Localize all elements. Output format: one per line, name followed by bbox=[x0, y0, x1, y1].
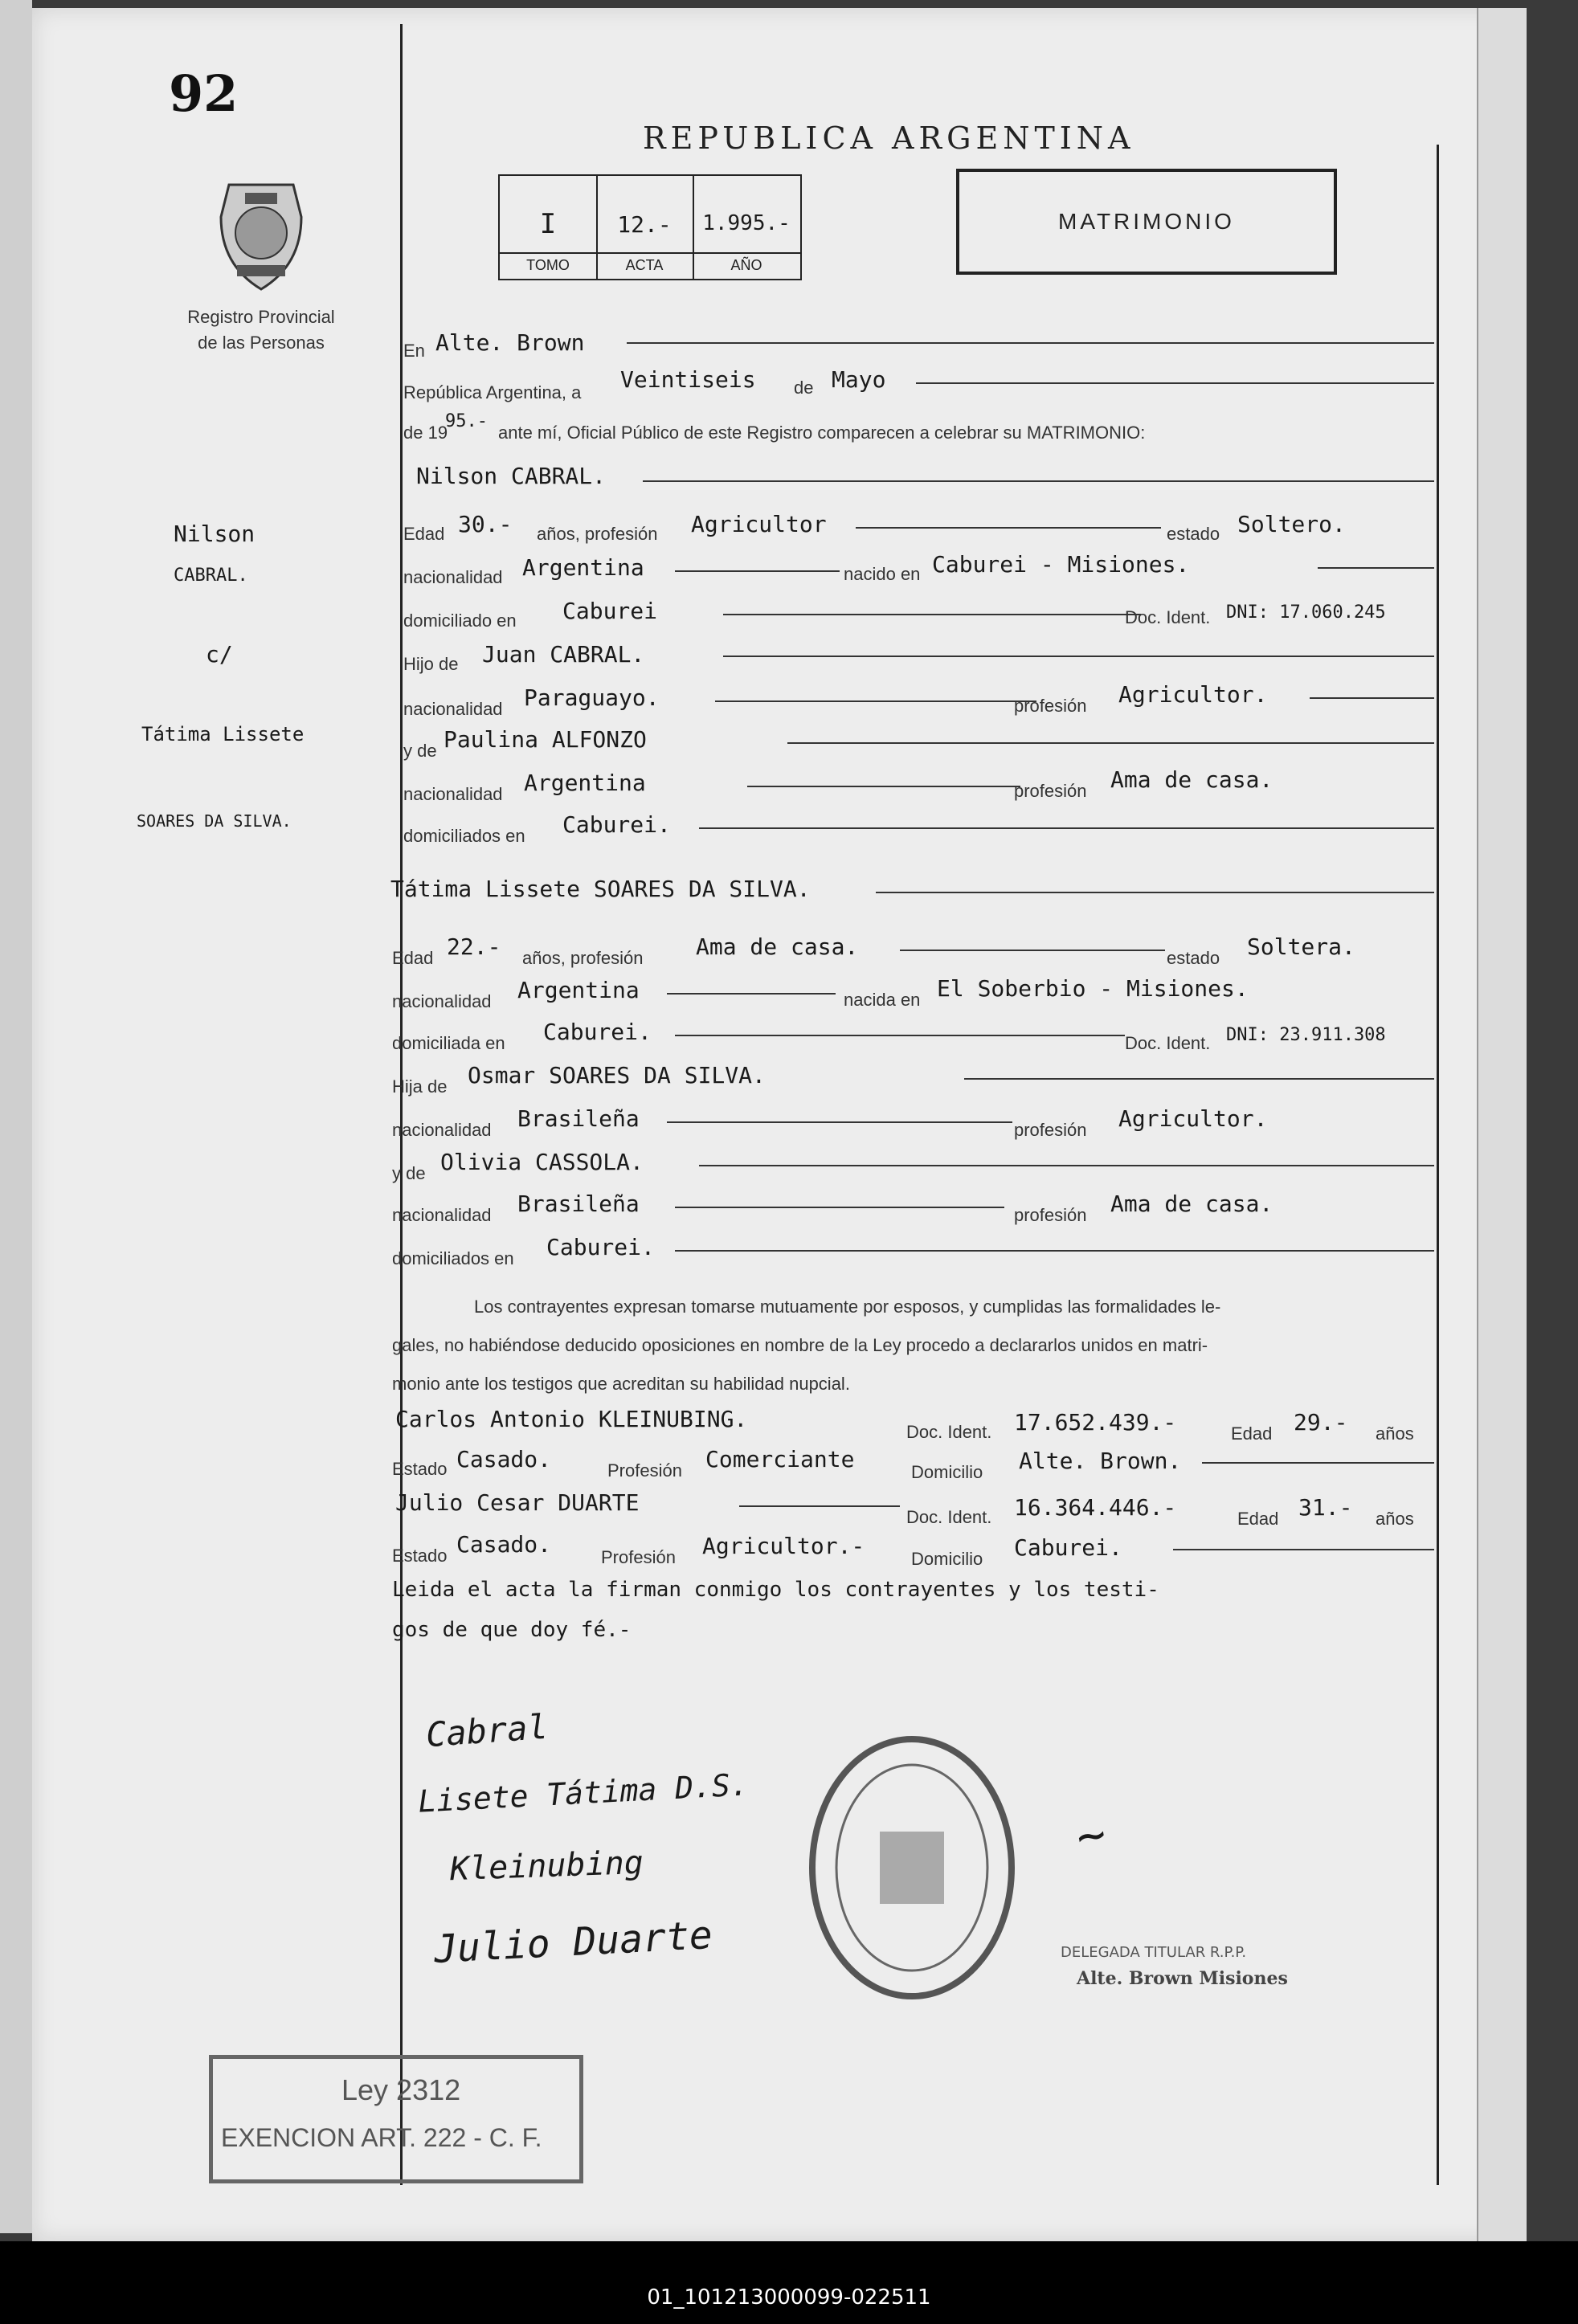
rule bbox=[739, 1505, 900, 1507]
rule bbox=[964, 1078, 1434, 1080]
rule bbox=[723, 614, 1141, 615]
groom-mother-nationality: Argentina bbox=[524, 770, 646, 796]
rule bbox=[876, 892, 1434, 893]
groom-father-nationality: Paraguayo. bbox=[524, 684, 660, 711]
official-stamp-line-1: DELEGADA TITULAR R.P.P. bbox=[1061, 1944, 1247, 1961]
label: domiciliado en bbox=[403, 611, 517, 631]
label: Edad bbox=[403, 524, 445, 544]
label: domiciliada en bbox=[392, 1033, 505, 1053]
margin-name2a: Tátima Lissete bbox=[141, 723, 305, 745]
de-label: de bbox=[794, 378, 814, 398]
registry-line-2: de las Personas bbox=[198, 333, 325, 353]
official-signature: ~ bbox=[1072, 1805, 1110, 1866]
ano-label: AÑO bbox=[730, 257, 762, 273]
registry-line-1: Registro Provincial bbox=[187, 307, 335, 327]
label: profesión bbox=[1014, 781, 1087, 801]
rule bbox=[675, 1250, 1434, 1252]
label: Edad bbox=[392, 948, 434, 968]
rule bbox=[715, 700, 1036, 702]
label: Edad bbox=[1231, 1423, 1273, 1444]
signature-3: Kleinubing bbox=[449, 1844, 644, 1889]
rule bbox=[723, 656, 1434, 657]
paragraph-line-3: monio ante los testigos que acreditan su habilidad nupcial. bbox=[392, 1374, 850, 1394]
label: Profesión bbox=[601, 1547, 676, 1567]
groom-nationality: Argentina bbox=[522, 554, 644, 581]
label: y de bbox=[392, 1163, 426, 1183]
label: años, profesión bbox=[537, 524, 658, 544]
year-prefix: de 19 bbox=[403, 423, 448, 443]
rule bbox=[675, 570, 840, 572]
witness1-status: Casado. bbox=[456, 1446, 552, 1472]
label: nacionalidad bbox=[403, 699, 503, 719]
closing-line-1: Leida el acta la firman conmigo los contrayentes y los testi- bbox=[392, 1578, 1159, 1602]
intro-day: Veintiseis bbox=[620, 366, 756, 393]
rule bbox=[699, 827, 1434, 829]
year-suffix: 95.- bbox=[445, 411, 488, 431]
signature-1: Cabral bbox=[424, 1706, 550, 1755]
ano-value: 1.995.- bbox=[702, 211, 791, 235]
rule bbox=[667, 993, 836, 995]
rep-label: República Argentina, a bbox=[403, 382, 582, 402]
witness2-status: Casado. bbox=[456, 1531, 552, 1558]
label: Doc. Ident. bbox=[906, 1422, 992, 1442]
rule bbox=[675, 1207, 1004, 1208]
witness2-residence: Caburei. bbox=[1014, 1534, 1122, 1561]
bride-mother-profession: Ama de casa. bbox=[1110, 1191, 1273, 1217]
label: Doc. Ident. bbox=[1125, 1033, 1211, 1053]
rule bbox=[699, 1165, 1434, 1166]
bride-profession: Ama de casa. bbox=[696, 933, 859, 960]
acta-label: ACTA bbox=[625, 257, 664, 273]
intro-month: Mayo bbox=[832, 366, 886, 393]
margin-divider bbox=[400, 24, 403, 2185]
bride-mother: Olivia CASSOLA. bbox=[440, 1149, 644, 1175]
groom-father: Juan CABRAL. bbox=[482, 641, 645, 668]
label: años bbox=[1376, 1423, 1414, 1444]
exemption-law: Ley 2312 bbox=[341, 2073, 461, 2106]
bride-mother-nationality: Brasileña bbox=[517, 1191, 640, 1217]
label: Estado bbox=[392, 1459, 448, 1479]
signature-4: Julio Duarte bbox=[432, 1912, 714, 1973]
rule bbox=[675, 1035, 1125, 1036]
groom-age: 30.- bbox=[458, 511, 513, 537]
margin-name2b: SOARES DA SILVA. bbox=[137, 811, 292, 831]
witness1-profession: Comerciante bbox=[705, 1446, 855, 1472]
rule bbox=[627, 342, 1434, 344]
margin-name1b: CABRAL. bbox=[174, 566, 248, 586]
groom-mother: Paulina ALFONZO bbox=[444, 726, 647, 753]
paragraph-line-2: gales, no habiéndose deducido oposiciones en nombre de la Ley procedo a declararlos unidos en matri- bbox=[392, 1335, 1208, 1355]
label: años, profesión bbox=[522, 948, 644, 968]
label: Edad bbox=[1237, 1509, 1279, 1529]
label: Estado bbox=[392, 1546, 448, 1566]
rule bbox=[787, 742, 1434, 744]
witness2-profession: Agricultor.- bbox=[702, 1533, 865, 1559]
intro-place: Alte. Brown bbox=[435, 329, 585, 356]
groom-name: Nilson CABRAL. bbox=[416, 463, 607, 489]
groom-birthplace: Caburei - Misiones. bbox=[932, 551, 1190, 578]
label: Domicilio bbox=[911, 1462, 983, 1482]
signature-2: Lisete Tátima D.S. bbox=[417, 1766, 750, 1820]
margin-separator: c/ bbox=[206, 641, 233, 668]
registry-round-seal bbox=[799, 1727, 1024, 2008]
witness1-name: Carlos Antonio KLEINUBING. bbox=[395, 1406, 748, 1432]
act-type-box bbox=[956, 169, 1337, 275]
label: y de bbox=[403, 741, 437, 761]
label: nacida en bbox=[844, 990, 921, 1010]
label: Doc. Ident. bbox=[1125, 607, 1211, 627]
bride-residence: Caburei. bbox=[543, 1019, 652, 1045]
witness2-age: 31.- bbox=[1298, 1494, 1353, 1521]
label: Hija de bbox=[392, 1076, 448, 1097]
acta-value: 12.- bbox=[617, 211, 672, 238]
bride-doc: DNI: 23.911.308 bbox=[1226, 1025, 1386, 1045]
bride-name: Tátima Lissete SOARES DA SILVA. bbox=[390, 876, 811, 902]
en-label: En bbox=[403, 341, 425, 361]
label: Doc. Ident. bbox=[906, 1507, 992, 1527]
label: Profesión bbox=[607, 1460, 682, 1481]
bride-father-profession: Agricultor. bbox=[1118, 1105, 1268, 1132]
label: profesión bbox=[1014, 1205, 1087, 1225]
closing-line-2: gos de que doy fé.- bbox=[392, 1618, 632, 1642]
tomo-value: I bbox=[539, 208, 557, 240]
witness1-residence: Alte. Brown. bbox=[1019, 1448, 1182, 1474]
page-edge bbox=[1477, 8, 1527, 2241]
label: nacionalidad bbox=[392, 1120, 492, 1140]
groom-status: Soltero. bbox=[1237, 511, 1346, 537]
exemption-article: EXENCION ART. 222 - C. F. bbox=[221, 2123, 542, 2152]
rule bbox=[856, 527, 1161, 529]
label: profesión bbox=[1014, 1120, 1087, 1140]
rule bbox=[1310, 697, 1434, 699]
label: nacionalidad bbox=[403, 784, 503, 804]
rule bbox=[747, 786, 1020, 787]
rule bbox=[900, 950, 1165, 951]
rule bbox=[1173, 1549, 1434, 1550]
label: años bbox=[1376, 1509, 1414, 1529]
margin-name1a: Nilson bbox=[174, 521, 256, 547]
groom-mother-profession: Ama de casa. bbox=[1110, 766, 1273, 793]
bride-father-nationality: Brasileña bbox=[517, 1105, 640, 1132]
bride-nationality: Argentina bbox=[517, 977, 640, 1003]
groom-residence: Caburei bbox=[562, 598, 658, 624]
label: nacionalidad bbox=[403, 567, 503, 587]
witness2-name: Julio Cesar DUARTE bbox=[395, 1489, 640, 1516]
bride-parents-residence: Caburei. bbox=[546, 1234, 655, 1260]
page-number: 92 bbox=[169, 64, 239, 123]
label: Domicilio bbox=[911, 1549, 983, 1569]
groom-parents-residence: Caburei. bbox=[562, 811, 671, 838]
paragraph-line-1: Los contrayentes expresan tomarse mutuamente por esposos, y cumplidas las formalidades le- bbox=[474, 1297, 1221, 1317]
witness2-doc: 16.364.446.- bbox=[1014, 1494, 1177, 1521]
label: profesión bbox=[1014, 696, 1087, 716]
label: domiciliados en bbox=[392, 1248, 514, 1268]
groom-father-profession: Agricultor. bbox=[1118, 681, 1268, 708]
act-number-box bbox=[498, 174, 802, 280]
rule bbox=[643, 480, 1434, 482]
label: nacionalidad bbox=[392, 1205, 492, 1225]
bride-birthplace: El Soberbio - Misiones. bbox=[937, 975, 1249, 1002]
exemption-stamp bbox=[209, 2055, 583, 2183]
book-spine bbox=[0, 0, 32, 2233]
act-type-label: MATRIMONIO bbox=[1058, 209, 1235, 234]
witness1-doc: 17.652.439.- bbox=[1014, 1409, 1177, 1436]
right-border bbox=[1437, 145, 1439, 2185]
bride-father: Osmar SOARES DA SILVA. bbox=[468, 1062, 766, 1088]
footer-bar bbox=[0, 2241, 1578, 2324]
official-stamp-line-2: Alte. Brown Misiones bbox=[1077, 1968, 1288, 1989]
label: domiciliados en bbox=[403, 826, 525, 846]
groom-profession: Agricultor bbox=[691, 511, 827, 537]
label: nacionalidad bbox=[392, 991, 492, 1011]
rule bbox=[1202, 1462, 1434, 1464]
rule bbox=[667, 1121, 1012, 1123]
tomo-label: TOMO bbox=[526, 257, 570, 273]
footer-id: 01_101213000099-022511 bbox=[647, 2285, 931, 2310]
rule bbox=[1318, 567, 1434, 569]
intro-text: ante mí, Oficial Público de este Registro comparecen a celebrar su MATRIMONIO: bbox=[498, 423, 1146, 443]
label: estado bbox=[1167, 948, 1220, 968]
bride-status: Soltera. bbox=[1247, 933, 1355, 960]
witness1-age: 29.- bbox=[1294, 1409, 1348, 1436]
seal-emblem-icon bbox=[213, 177, 309, 297]
certificate-page bbox=[32, 8, 1527, 2241]
country-title: REPUBLICA ARGENTINA bbox=[643, 120, 1135, 156]
label: Hijo de bbox=[403, 654, 459, 674]
rule bbox=[916, 382, 1434, 384]
label: estado bbox=[1167, 524, 1220, 544]
groom-doc: DNI: 17.060.245 bbox=[1226, 602, 1386, 623]
label: nacido en bbox=[844, 564, 921, 584]
bride-age: 22.- bbox=[447, 933, 501, 960]
